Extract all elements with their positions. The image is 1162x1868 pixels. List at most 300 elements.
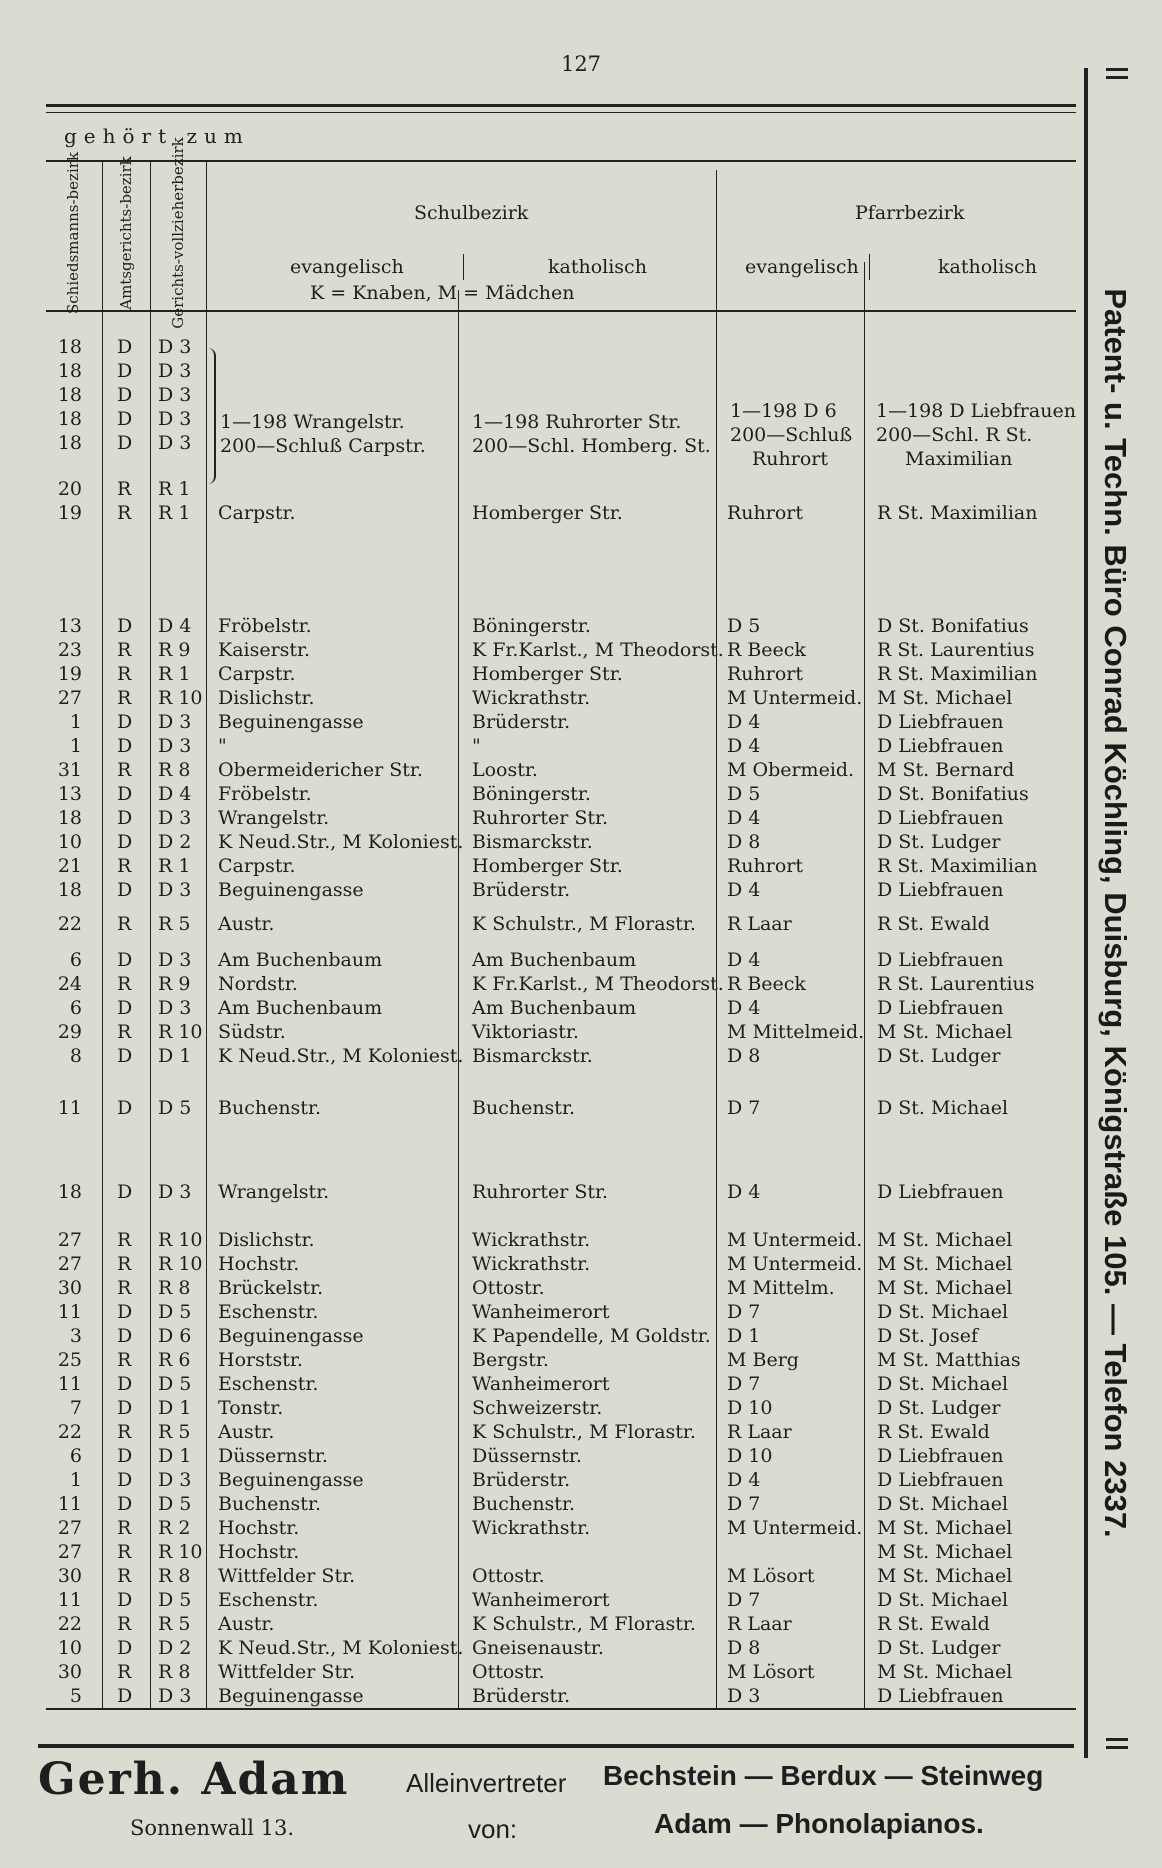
table-row: [0, 1493, 1090, 1517]
cell-g: D 3: [158, 1685, 192, 1707]
cell-g: R 1: [158, 663, 191, 685]
cell-g: D 5: [158, 1097, 192, 1119]
table-row: [0, 735, 1090, 759]
cell-g: D 3: [158, 1469, 192, 1491]
cell-kath: K Schulstr., M Florastr.: [472, 1421, 696, 1443]
cell-s: 18: [57, 408, 82, 430]
cell-kath: Schweizerstr.: [472, 1397, 603, 1419]
cell-pkath: D Liebfrauen: [877, 807, 1004, 829]
cell-g: D 3: [158, 949, 192, 971]
table-row: [0, 807, 1090, 831]
cell-pev: D 8: [727, 831, 761, 853]
cell-pkath: D St. Bonifatius: [877, 783, 1029, 805]
group-schul-kath-2: 200—Schl. Homberg. St.: [472, 435, 711, 457]
cell-pkath: D St. Bonifatius: [877, 615, 1029, 637]
cell-s: 18: [57, 879, 82, 901]
table-row: [0, 1021, 1090, 1045]
cell-ev: Brückelstr.: [218, 1277, 324, 1299]
cell-a: D: [117, 1397, 133, 1419]
cell-ev: Dislichstr.: [218, 687, 315, 709]
cell-kath: Loostr.: [472, 759, 538, 781]
cell-a: R: [117, 502, 132, 524]
cell-pkath: D St. Michael: [877, 1301, 1009, 1323]
table-row: [0, 759, 1090, 783]
cell-g: D 3: [158, 408, 192, 430]
header-gerichtsvollzieher: Gerichts-vollzieherbezirk: [169, 137, 187, 329]
cell-pev: D 5: [727, 783, 761, 805]
cell-pkath: D St. Ludger: [877, 831, 1001, 853]
cell-pev: M Lösort: [727, 1565, 815, 1587]
cell-pev: D 4: [727, 735, 761, 757]
cell-g: D 4: [158, 783, 192, 805]
cell-a: R: [117, 639, 132, 661]
cell-pkath: D Liebfrauen: [877, 949, 1004, 971]
header-pfarrbezirk: Pfarrbezirk: [855, 202, 965, 224]
cell-ev: Am Buchenbaum: [218, 949, 383, 971]
cell-kath: Ottostr.: [472, 1661, 545, 1683]
cell-ev: Düssernstr.: [218, 1445, 328, 1467]
grouping-brace: [206, 348, 216, 484]
table-row: [0, 1097, 1090, 1121]
cell-kath: Buchenstr.: [472, 1097, 575, 1119]
cell-pkath: M St. Michael: [877, 1661, 1013, 1683]
cell-pev: D 4: [727, 949, 761, 971]
header-amtsgericht: Amtsgerichts-bezirk: [117, 156, 135, 310]
top-rule-thin: [46, 112, 1076, 113]
cell-pev: D 3: [727, 1685, 761, 1707]
table-row: [0, 1253, 1090, 1277]
group-pfarr-kath-1: 1—198 D Liebfrauen: [876, 400, 1076, 422]
cell-pev: M Mittelmeid.: [727, 1021, 865, 1043]
cell-kath: Homberger Str.: [472, 663, 623, 685]
sidebar-bars-top: [1106, 76, 1128, 79]
cell-s: 19: [57, 502, 82, 524]
table-row: [0, 1045, 1090, 1069]
cell-kath: Homberger Str.: [472, 502, 623, 524]
cell-a: D: [117, 1045, 133, 1067]
cell-g: D 3: [158, 432, 192, 454]
cell-ev: Carpstr.: [218, 663, 296, 685]
cell-pkath: D Liebfrauen: [877, 1445, 1004, 1467]
table-row: [0, 478, 1090, 502]
cell-pev: Ruhrort: [727, 502, 804, 524]
cell-a: R: [117, 973, 132, 995]
cell-s: 1: [69, 735, 82, 757]
cell-g: D 3: [158, 384, 192, 406]
cell-ev: Dislichstr.: [218, 1229, 315, 1251]
cell-pkath: D Liebfrauen: [877, 879, 1004, 901]
table-row: [0, 1325, 1090, 1349]
cell-ev: Obermeidericher Str.: [218, 759, 423, 781]
cell-s: 11: [57, 1373, 82, 1395]
table-row: [0, 1181, 1090, 1205]
table-row: [0, 502, 1090, 526]
cell-ev: ": [218, 735, 227, 757]
cell-a: D: [117, 711, 133, 733]
cell-pev: D 7: [727, 1301, 761, 1323]
piano-brands: Bechstein — Berdux — Steinweg: [603, 1760, 1044, 1791]
cell-pkath: R St. Maximilian: [877, 855, 1038, 877]
table-row: [0, 687, 1090, 711]
cell-kath: Am Buchenbaum: [472, 949, 637, 971]
cell-kath: K Schulstr., M Florastr.: [472, 1613, 696, 1635]
cell-pev: R Laar: [727, 913, 792, 935]
cell-pev: D 10: [727, 1397, 773, 1419]
cell-a: D: [117, 615, 133, 637]
cell-pev: D 4: [727, 807, 761, 829]
table-row: [0, 1349, 1090, 1373]
cell-ev: Eschenstr.: [218, 1589, 319, 1611]
cell-s: 27: [57, 1541, 82, 1563]
table-row: [0, 1589, 1090, 1613]
cell-pkath: D Liebfrauen: [877, 1469, 1004, 1491]
table-row: [0, 1397, 1090, 1421]
cell-pev: Ruhrort: [727, 855, 804, 877]
cell-g: D 1: [158, 1045, 192, 1067]
cell-a: D: [117, 997, 133, 1019]
cell-kath: Düssernstr.: [472, 1445, 582, 1467]
cell-g: D 3: [158, 1181, 192, 1203]
cell-a: D: [117, 783, 133, 805]
cell-a: D: [117, 384, 133, 406]
cell-s: 6: [69, 997, 82, 1019]
cell-a: R: [117, 1229, 132, 1251]
header-schul-evangelisch: evangelisch: [290, 256, 404, 278]
cell-g: D 3: [158, 360, 192, 382]
table-row: [0, 1661, 1090, 1685]
cell-kath: Wanheimerort: [472, 1301, 610, 1323]
cell-s: 10: [57, 1637, 82, 1659]
group-pfarr-kath-2: 200—Schl. R St.: [876, 424, 1033, 446]
cell-s: 11: [57, 1589, 82, 1611]
cell-pev: R Beeck: [727, 973, 806, 995]
cell-s: 20: [57, 478, 82, 500]
cell-ev: Austr.: [218, 1613, 275, 1635]
table-row: [0, 879, 1090, 903]
cell-pkath: R St. Ewald: [877, 913, 990, 935]
cell-a: D: [117, 336, 133, 358]
cell-pev: M Berg: [727, 1349, 799, 1371]
cell-g: D 2: [158, 1637, 192, 1659]
cell-s: 22: [57, 913, 82, 935]
cell-pev: D 1: [727, 1325, 761, 1347]
cell-a: D: [117, 879, 133, 901]
cell-kath: Homberger Str.: [472, 855, 623, 877]
cell-g: R 8: [158, 1661, 191, 1683]
cell-ev: Carpstr.: [218, 502, 296, 524]
cell-kath: Bismarckstr.: [472, 1045, 593, 1067]
cell-g: R 6: [158, 1349, 191, 1371]
cell-ev: Beguinengasse: [218, 1469, 364, 1491]
cell-pkath: M St. Michael: [877, 1517, 1013, 1539]
table-row: [0, 1301, 1090, 1325]
cell-s: 18: [57, 1181, 82, 1203]
cell-g: D 1: [158, 1397, 192, 1419]
cell-pev: D 10: [727, 1445, 773, 1467]
cell-s: 1: [69, 1469, 82, 1491]
cell-g: R 10: [158, 1253, 203, 1275]
table-bottom-rule: [46, 1708, 1076, 1710]
cell-pev: D 4: [727, 1469, 761, 1491]
cell-pkath: M St. Michael: [877, 1253, 1013, 1275]
cell-pev: D 5: [727, 615, 761, 637]
cell-s: 31: [57, 759, 82, 781]
cell-a: R: [117, 855, 132, 877]
cell-s: 7: [69, 1397, 82, 1419]
cell-ev: Beguinengasse: [218, 1685, 364, 1707]
cell-s: 19: [57, 663, 82, 685]
cell-kath: Ruhrorter Str.: [472, 807, 609, 829]
cell-s: 11: [57, 1493, 82, 1515]
cell-ev: Südstr.: [218, 1021, 286, 1043]
cell-ev: Tonstr.: [218, 1397, 284, 1419]
table-row: [0, 1445, 1090, 1469]
cell-kath: Ottostr.: [472, 1565, 545, 1587]
cell-s: 27: [57, 1253, 82, 1275]
cell-kath: Buchenstr.: [472, 1493, 575, 1515]
cell-pkath: R St. Laurentius: [877, 973, 1035, 995]
cell-pkath: M St. Michael: [877, 1277, 1013, 1299]
cell-a: R: [117, 663, 132, 685]
cell-ev: Hochstr.: [218, 1253, 300, 1275]
table-row: [0, 1685, 1090, 1709]
cell-pkath: D St. Michael: [877, 1373, 1009, 1395]
cell-g: D 5: [158, 1589, 192, 1611]
cell-pkath: D St. Josef: [877, 1325, 979, 1347]
cell-pkath: M St. Michael: [877, 1021, 1013, 1043]
cell-pkath: D St. Michael: [877, 1097, 1009, 1119]
table-row: [0, 1517, 1090, 1541]
group-schul-ev-1: 1—198 Wrangelstr.: [220, 411, 405, 433]
cell-s: 11: [57, 1097, 82, 1119]
cell-kath: Böningerstr.: [472, 783, 591, 805]
cell-a: D: [117, 1637, 133, 1659]
cell-a: R: [117, 1021, 132, 1043]
cell-a: R: [117, 478, 132, 500]
cell-a: D: [117, 1589, 133, 1611]
header-pfarr-evangelisch: evangelisch: [745, 256, 859, 278]
cell-s: 27: [57, 1517, 82, 1539]
cell-a: R: [117, 1349, 132, 1371]
cell-a: R: [117, 1613, 132, 1635]
cell-ev: Buchenstr.: [218, 1493, 321, 1515]
cell-pev: D 8: [727, 1045, 761, 1067]
cell-a: D: [117, 735, 133, 757]
header-sep: [869, 254, 870, 280]
cell-s: 25: [57, 1349, 82, 1371]
cell-s: 3: [69, 1325, 82, 1347]
cell-ev: Eschenstr.: [218, 1301, 319, 1323]
cell-a: R: [117, 1541, 132, 1563]
group-pfarr-ev-2: 200—Schluß: [730, 424, 853, 446]
cell-pkath: R St. Ewald: [877, 1421, 990, 1443]
cell-pkath: D St. Ludger: [877, 1045, 1001, 1067]
cell-pkath: D Liebfrauen: [877, 997, 1004, 1019]
cell-s: 6: [69, 1445, 82, 1467]
cell-g: D 4: [158, 615, 192, 637]
cell-kath: K Papendelle, M Goldstr.: [472, 1325, 711, 1347]
cell-pev: M Untermeid.: [727, 1229, 863, 1251]
sidebar-advertisement: [1088, 68, 1142, 1758]
cell-kath: Wickrathstr.: [472, 1517, 591, 1539]
cell-a: D: [117, 1373, 133, 1395]
cell-ev: K Neud.Str., M Koloniest.: [218, 831, 464, 853]
footer-advertisement: [38, 1748, 1118, 1858]
von-label: von:: [468, 1814, 518, 1844]
header-sep: [463, 254, 464, 280]
cell-s: 27: [57, 1229, 82, 1251]
cell-g: D 6: [158, 1325, 192, 1347]
cell-pev: M Untermeid.: [727, 1253, 863, 1275]
group-schul-kath-1: 1—198 Ruhrorter Str.: [472, 411, 682, 433]
cell-ev: Horststr.: [218, 1349, 303, 1371]
cell-pev: D 4: [727, 879, 761, 901]
header-schulbezirk: Schulbezirk: [414, 202, 529, 224]
cell-a: D: [117, 408, 133, 430]
cell-pev: D 7: [727, 1589, 761, 1611]
cell-s: 27: [57, 687, 82, 709]
cell-s: 1: [69, 711, 82, 733]
table-row: [0, 711, 1090, 735]
cell-g: D 2: [158, 831, 192, 853]
cell-s: 18: [57, 807, 82, 829]
cell-kath: Gneisenaustr.: [472, 1637, 604, 1659]
brand-address: Sonnenwall 13.: [130, 1816, 295, 1840]
cell-pkath: R St. Laurentius: [877, 639, 1035, 661]
cell-pkath: D St. Michael: [877, 1493, 1009, 1515]
cell-ev: Wrangelstr.: [218, 807, 330, 829]
cell-g: R 2: [158, 1517, 191, 1539]
cell-pkath: M St. Michael: [877, 1229, 1013, 1251]
cell-kath: Wanheimerort: [472, 1589, 610, 1611]
cell-a: D: [117, 1301, 133, 1323]
cell-s: 29: [57, 1021, 82, 1043]
table-row: [0, 1637, 1090, 1661]
header-pfarr-katholisch: katholisch: [938, 256, 1037, 278]
cell-kath: K Fr.Karlst., M Theodorst.: [472, 639, 724, 661]
cell-kath: Brüderstr.: [472, 1469, 571, 1491]
cell-a: D: [117, 1325, 133, 1347]
cell-pev: M Untermeid.: [727, 687, 863, 709]
table-row: [0, 336, 1090, 360]
cell-ev: Buchenstr.: [218, 1097, 321, 1119]
cell-s: 30: [57, 1661, 82, 1683]
cell-s: 18: [57, 336, 82, 358]
alleinvertreter-label: Alleinvertreter: [406, 1768, 567, 1798]
cell-pev: R Laar: [727, 1613, 792, 1635]
table-row: [0, 1229, 1090, 1253]
cell-a: D: [117, 807, 133, 829]
table-row: [0, 1613, 1090, 1637]
cell-g: R 10: [158, 1229, 203, 1251]
cell-ev: Fröbelstr.: [218, 615, 312, 637]
cell-pkath: R St. Maximilian: [877, 663, 1038, 685]
cell-kath: Brüderstr.: [472, 1685, 571, 1707]
cell-g: R 8: [158, 1565, 191, 1587]
table-row: [0, 1541, 1090, 1565]
cell-pkath: D St. Ludger: [877, 1637, 1001, 1659]
cell-g: R 9: [158, 639, 191, 661]
sidebar-bars-bottom: [1106, 1738, 1128, 1741]
cell-a: D: [117, 1097, 133, 1119]
cell-s: 13: [57, 783, 82, 805]
table-row: [0, 1565, 1090, 1589]
cell-s: 30: [57, 1277, 82, 1299]
cell-a: D: [117, 1181, 133, 1203]
cell-pkath: D St. Ludger: [877, 1397, 1001, 1419]
cell-ev: Kaiserstr.: [218, 639, 311, 661]
cell-a: R: [117, 1421, 132, 1443]
cell-ev: Austr.: [218, 1421, 275, 1443]
cell-g: R 8: [158, 1277, 191, 1299]
cell-s: 11: [57, 1301, 82, 1323]
cell-g: D 3: [158, 336, 192, 358]
cell-pev: D 8: [727, 1637, 761, 1659]
cell-g: D 5: [158, 1301, 192, 1323]
cell-s: 21: [57, 855, 82, 877]
cell-a: R: [117, 1565, 132, 1587]
cell-a: R: [117, 1517, 132, 1539]
cell-pev: D 7: [727, 1097, 761, 1119]
table-row: [0, 831, 1090, 855]
cell-g: D 3: [158, 711, 192, 733]
table-row: [0, 663, 1090, 687]
cell-g: R 9: [158, 973, 191, 995]
cell-a: R: [117, 913, 132, 935]
cell-a: D: [117, 1493, 133, 1515]
cell-g: R 1: [158, 855, 191, 877]
cell-g: R 5: [158, 1613, 191, 1635]
section-heading: gehört zum: [64, 124, 250, 148]
cell-s: 8: [69, 1045, 82, 1067]
cell-pev: M Untermeid.: [727, 1517, 863, 1539]
table-row: [0, 855, 1090, 879]
cell-pev: D 4: [727, 997, 761, 1019]
cell-g: R 10: [158, 687, 203, 709]
cell-pev: D 4: [727, 1181, 761, 1203]
cell-a: D: [117, 949, 133, 971]
cell-s: 5: [69, 1685, 82, 1707]
cell-pkath: D Liebfrauen: [877, 1181, 1004, 1203]
cell-a: R: [117, 1661, 132, 1683]
cell-kath: ": [472, 735, 481, 757]
cell-g: D 3: [158, 997, 192, 1019]
cell-kath: Brüderstr.: [472, 879, 571, 901]
cell-g: R 5: [158, 1421, 191, 1443]
cell-kath: Bergstr.: [472, 1349, 549, 1371]
cell-kath: Viktoriastr.: [472, 1021, 579, 1043]
sidebar-bars-top: [1106, 68, 1128, 71]
cell-g: R 10: [158, 1541, 203, 1563]
table-row: [0, 615, 1090, 639]
table-row: [0, 913, 1090, 937]
cell-a: D: [117, 1469, 133, 1491]
table-row: [0, 949, 1090, 973]
cell-ev: Eschenstr.: [218, 1373, 319, 1395]
cell-a: D: [117, 831, 133, 853]
cell-g: R 1: [158, 502, 191, 524]
cell-a: D: [117, 1685, 133, 1707]
cell-kath: Ottostr.: [472, 1277, 545, 1299]
cell-kath: Wickrathstr.: [472, 687, 591, 709]
cell-ev: Beguinengasse: [218, 879, 364, 901]
top-rule: [46, 104, 1076, 107]
cell-a: R: [117, 687, 132, 709]
cell-kath: Wickrathstr.: [472, 1229, 591, 1251]
sidebar-text: Patent- u. Techn. Büro Conrad Köchling, Duisburg, Königstraße 105. — Telefon 2337.: [1098, 288, 1133, 1538]
cell-kath: Böningerstr.: [472, 615, 591, 637]
table-row: [0, 973, 1090, 997]
